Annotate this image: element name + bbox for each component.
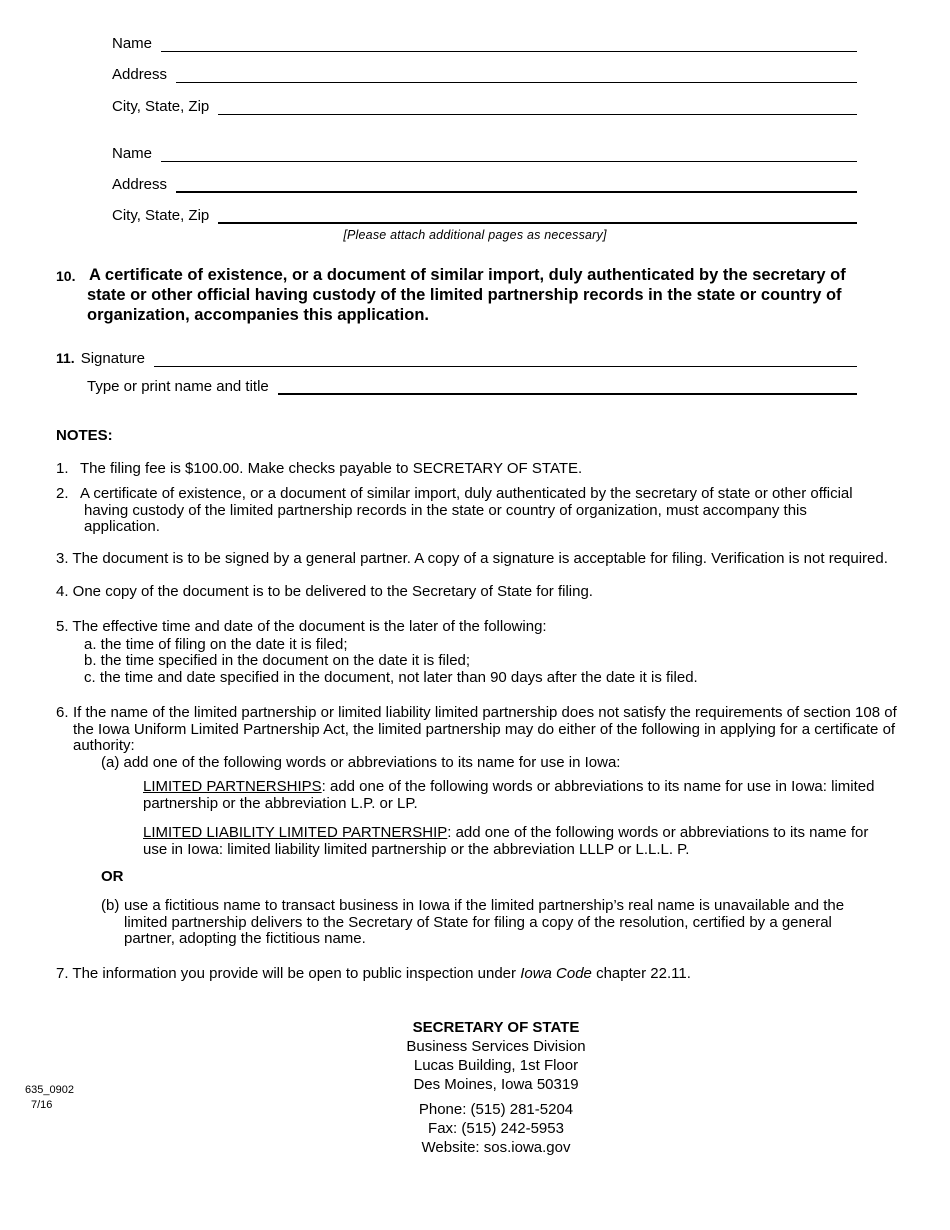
note-5 <box>56 619 906 686</box>
address-label: Address <box>112 66 168 83</box>
note-2-number: 2. <box>56 485 69 502</box>
footer-website[interactable]: Website: sos.iowa.gov <box>421 1139 571 1156</box>
note-1 <box>56 461 906 478</box>
contact1-name-field[interactable] <box>161 37 857 52</box>
note-6 <box>56 705 906 755</box>
note-6a-lp-title: LIMITED PARTNERSHIPS <box>143 778 322 795</box>
item-11-number: 11. <box>56 350 75 366</box>
contact1-address-row <box>112 63 857 83</box>
name-label: Name <box>112 145 153 162</box>
note-7-post: chapter 22.11. <box>591 965 691 982</box>
note-6a-lp <box>143 779 883 812</box>
note-6-or: OR <box>101 868 124 885</box>
footer-city: Des Moines, Iowa 50319 <box>413 1076 579 1093</box>
note-5a: a. the time of filing on the date it is filed; <box>84 635 348 653</box>
note-6a-lllp <box>143 825 878 858</box>
contact1-city-row <box>112 95 857 115</box>
note-6-text: If the name of the limited partnership or limited liability limited partnership does not satisfy the requirements of section 108 of the Iowa Uniform Limited Partnership Act, the limited partnership may do either of the following in applying for a certificate of authority: <box>73 704 897 754</box>
contact1-city-field[interactable] <box>218 100 857 115</box>
note-6b <box>101 898 871 948</box>
footer-phone: Phone: (515) 281-5204 <box>418 1101 574 1118</box>
name-label: Name <box>112 35 153 52</box>
form-code: 635_0902 <box>25 1084 74 1096</box>
address-label: Address <box>112 176 168 193</box>
note-5c: c. the time and date specified in the document, not later than 90 days after the date it is filed. <box>84 668 698 686</box>
note-6a-lllp-title: LIMITED LIABILITY LIMITED PARTNERSHIP <box>143 824 448 841</box>
form-date: 7/16 <box>31 1099 53 1111</box>
footer-division: Business Services Division <box>406 1038 586 1055</box>
print-name-field[interactable] <box>278 379 857 395</box>
note-6a: (a) add one of the following words or abbreviations to its name for use in Iowa: <box>101 754 621 771</box>
item-10-number: 10. <box>56 268 76 284</box>
note-6b-number: (b) <box>101 897 120 914</box>
signature-field[interactable] <box>154 352 857 367</box>
item-10 <box>56 265 886 325</box>
contact2-address-field[interactable] <box>176 177 857 193</box>
note-6a-lllp-text: : add one of the following words or abbreviations to its name for use in Iowa: limited liability limited partnership or the abbreviation LLLP or L.L.L. P. <box>143 824 869 858</box>
note-2-line1: A certificate of existence, or a document of similar import, duly authenticated by the secretary of state or other official <box>80 485 853 502</box>
note-6-number: 6. <box>56 704 69 721</box>
footer-office: SECRETARY OF STATE <box>412 1019 580 1036</box>
note-5-text: 5. The effective time and date of the document is the later of the following: <box>56 618 547 635</box>
contact2-name-row <box>112 142 857 162</box>
footer-building: Lucas Building, 1st Floor <box>413 1057 579 1074</box>
footer-fax: Fax: (515) 242-5953 <box>428 1120 564 1137</box>
contact2-city-field[interactable] <box>218 208 857 224</box>
signature-label: Signature <box>80 350 145 367</box>
signature-row <box>56 347 857 367</box>
note-1-number: 1. <box>56 460 69 477</box>
note-5b: b. the time specified in the document on the date it is filed; <box>84 652 471 669</box>
note-7-code: Iowa Code <box>520 965 592 982</box>
notes-heading: NOTES: <box>56 427 113 444</box>
note-3: 3. The document is to be signed by a general partner. A copy of a signature is acceptable for filing. Verification is not required. <box>56 550 888 567</box>
attach-pages-note: [Please attach additional pages as necessary] <box>343 228 607 242</box>
note-6b-text: use a fictitious name to transact business in Iowa if the limited partnership’s real name is unavailable and the limited partnership delivers to the Secretary of State for filing a copy of the resolution, certified by a general partner, adopting the fictitious name. <box>124 897 845 947</box>
contact2-city-row <box>112 204 857 224</box>
note-7 <box>56 966 906 983</box>
city-state-zip-label: City, State, Zip <box>112 207 210 224</box>
note-7-pre: 7. The information you provide will be open to public inspection under <box>56 965 521 982</box>
note-1-text: The filing fee is $100.00. Make checks payable to SECRETARY OF STATE. <box>80 460 583 477</box>
note-6a-lp-text: : add one of the following words or abbreviations to its name for use in Iowa: limited partnership or the abbreviation L.P. or LP. <box>143 778 875 812</box>
note-4: 4. One copy of the document is to be delivered to the Secretary of State for filing. <box>56 583 593 600</box>
contact1-name-row <box>112 32 857 52</box>
note-2-rest: having custody of the limited partnership records in the state or country of organization, must accompany this application. <box>84 501 807 535</box>
contact1-address-field[interactable] <box>176 68 857 83</box>
note-2 <box>56 486 896 536</box>
item-10-text: A certificate of existence, or a document of similar import, duly authenticated by the secretary of state or other official having custody of the limited partnership records in the state or country of organization, accompanies this application. <box>87 266 846 324</box>
print-name-label: Type or print name and title <box>87 378 269 395</box>
contact2-name-field[interactable] <box>161 147 857 162</box>
contact2-address-row <box>112 173 857 193</box>
city-state-zip-label: City, State, Zip <box>112 98 210 115</box>
print-name-row <box>87 375 857 395</box>
